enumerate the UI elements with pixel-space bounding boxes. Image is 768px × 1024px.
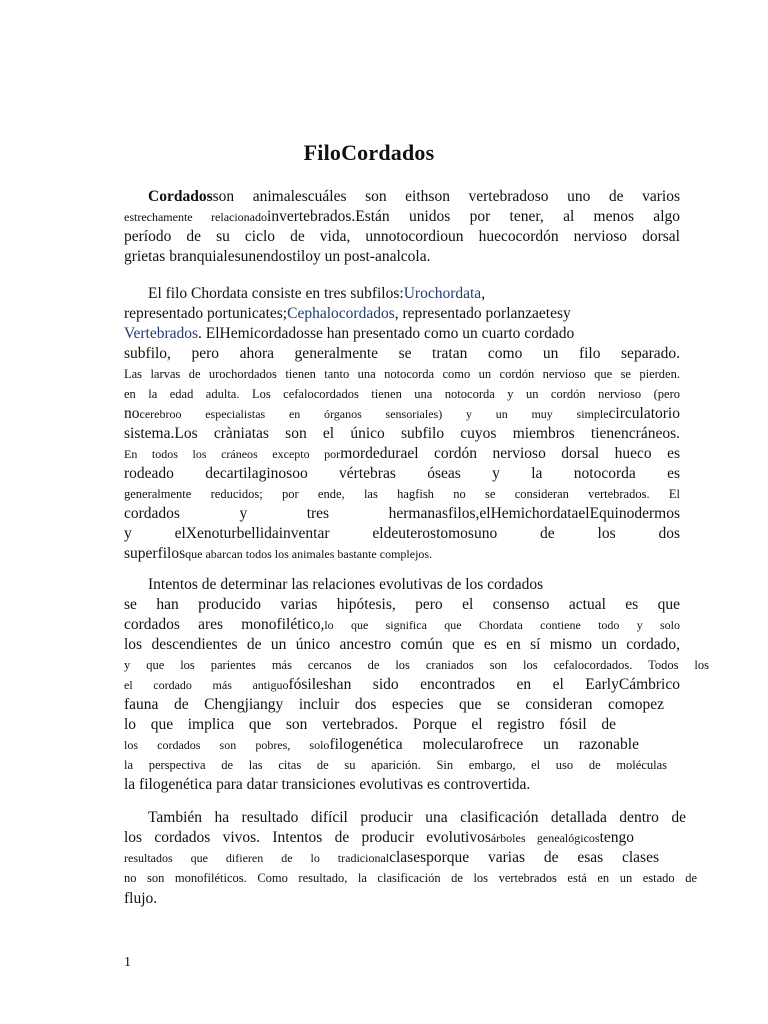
- p3-line-5: y que los parientes más cercanos de los craniados son los cefalocordados. Todos los: [124, 658, 709, 672]
- p2-line-3: Vertebrados. ElHemicordadosse han presentado como un cuarto cordado: [124, 325, 575, 342]
- p3-line-11: la filogenética para datar transiciones evolutivas es controvertida.: [124, 776, 531, 793]
- p2-line-2: representado portunicates;Cephalocordados, representado porlanzaetesy: [124, 305, 571, 322]
- p2-line-13: y elXenoturbellidainventar eldeuterostomosuno de los dos: [124, 525, 680, 542]
- p3-line-2: se han producido varias hipótesis, pero el consenso actual es que: [124, 596, 680, 613]
- paragraph-4: [124, 808, 697, 910]
- urochordata-link[interactable]: Urochordata: [403, 285, 482, 302]
- p4-line-3: resultados que difieren de lo tradicionalclasesporque varias de esas clases: [124, 849, 659, 866]
- paragraph-2: [124, 284, 680, 564]
- p3-line-4: los descendientes de un único ancestro común que es en sí mismo un cordado,: [124, 636, 680, 653]
- p2-line-12: cordados y tres hermanasfilos,elHemichordataelEquinodermos: [124, 505, 680, 522]
- p3-line-9: los cordados son pobres, solofilogenética molecularofrece un razonable: [124, 736, 639, 753]
- p2-line-1: El filo Chordata consiste en tres subfilos:Urochordata,: [148, 285, 486, 302]
- p2-line-10: rodeado decartilaginosoo vértebras óseas y la notocorda es: [124, 465, 680, 482]
- p4-line-5: flujo.: [124, 890, 158, 907]
- p3-line-8: lo que implica que son vertebrados. Porque el registro fósil de: [124, 716, 616, 733]
- cephalocordados-link[interactable]: Cephalocordados: [287, 305, 395, 322]
- paragraph-3: [124, 575, 709, 795]
- p3-line-3: cordados ares monofilético,lo que significa que Chordata contiene todo y solo: [124, 616, 681, 633]
- p1-line-3: período de su ciclo de vida, unnotocordioun huecocordón nervioso dorsal: [124, 228, 680, 245]
- p4-line-4: no son monofiléticos. Como resultado, la clasificación de los vertebrados está en un estado de: [124, 871, 697, 885]
- p2-line-14: superfilosque abarcan todos los animales bastante complejos.: [124, 545, 433, 562]
- p2-line-7: nocerebroo especialistas en órganos sensoriales) y un muy simplecirculatorio: [124, 405, 680, 422]
- p3-line-1: Intentos de determinar las relaciones evolutivas de los cordados: [148, 576, 544, 593]
- p2-line-8: sistema.Los cràniatas son el único subfilo cuyos miembros tienencráneos.: [124, 425, 680, 442]
- document-title: FiloCordados: [303, 140, 435, 165]
- p4-line-1: También ha resultado difícil producir una clasificación detallada dentro de: [148, 809, 686, 826]
- vertebrados-link[interactable]: Vertebrados: [124, 325, 199, 342]
- p3-line-7: fauna de Chengjiangy incluir dos especies que se consideran comopez: [124, 696, 664, 713]
- p1-line-1: Cordadosson animalescuáles son eithson vertebradoso uno de varios: [148, 188, 680, 205]
- p2-line-11: generalmente reducidos; por ende, las hagfish no se consideran vertebrados. El: [124, 487, 680, 501]
- p3-line-6: el cordado más antiguofósileshan sido encontrados en el EarlyCámbrico: [124, 676, 680, 693]
- paragraph-1: [124, 187, 680, 267]
- p4-line-2: los cordados vivos. Intentos de producir evolutivosárboles genealógicostengo: [124, 829, 634, 846]
- p3-line-10: la perspectiva de las citas de su aparición. Sin embargo, el uso de moléculas: [124, 758, 667, 772]
- page-number: 1: [124, 955, 131, 970]
- p2-line-5: Las larvas de urochordados tienen tanto una notocorda como un cordón nervioso que se pierden.: [124, 367, 680, 381]
- p2-line-6: en la edad adulta. Los cefalocordados tienen una notocorda y un cordón nervioso (pero: [124, 387, 680, 401]
- p1-line-4: grietas branquialesunendostiloy un post-analcola.: [124, 248, 431, 265]
- p2-line-9: En todos los cráneos excepto pormordedurael cordón nervioso dorsal hueco es: [124, 445, 680, 462]
- p1-line-2: estrechamente relacionadoinvertebrados.Están unidos por tener, al menos algo: [124, 208, 680, 225]
- p2-line-4: subfilo, pero ahora generalmente se tratan como un filo separado.: [124, 345, 680, 362]
